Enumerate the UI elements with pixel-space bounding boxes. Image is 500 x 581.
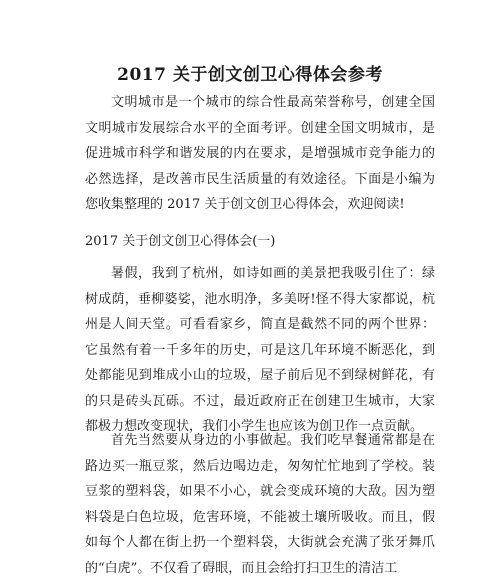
intro-paragraph: 文明城市是一个城市的综合性最高荣誉称号，创建全国文明城市发展综合水平的全面考评。创建全国文明城市，是促进城市科学和谐发展的内在要求，是增强城市竞争能力的必然选择，是改善市民生活质量的有效途径。下面是小编为您收集整理的 2017 关于创文创卫心得体会，欢迎阅读! [85,95,435,212]
section-title: 2017 关于创文创卫心得体会(一) [85,234,276,249]
body-paragraph-1: 暑假，我到了杭州，如诗如画的美景把我吸引住了：绿树成荫，垂柳婆娑，池水明净，多美呀!怪不得大家都说，杭州是人间天堂。可看看家乡，简直是截然不同的两个世界：它虽然有着一千多年的历史，可是这几年环境不断恶化，到处都能见到堆成小山的垃圾，屋子前后见不到绿树鲜花，有的只是砖头瓦砾。不过，最近政府正在创建卫生城市，大家都极力想改变现状，我们小学生也应该为创卫作一点贡献。 [85,266,435,434]
body-paragraph-2: 首先当然要从身边的小事做起。我们吃早餐通常都是在路边买一瓶豆浆，然后边喝边走，匆匆忙忙地到了学校。装豆浆的塑料袋，如果不小心，就会变成环境的大敌。因为塑料袋是白色垃圾，危害环境，不能被土壤所吸收。而且，假如每个人都在街上扔一个塑料袋，大街就会充满了张牙舞爪的“白虎”。不仅看了碍眼，而且会给打扫卫生的清洁工 [85,433,435,576]
document-title: 2017 关于创文创卫心得体会参考 [117,65,383,85]
